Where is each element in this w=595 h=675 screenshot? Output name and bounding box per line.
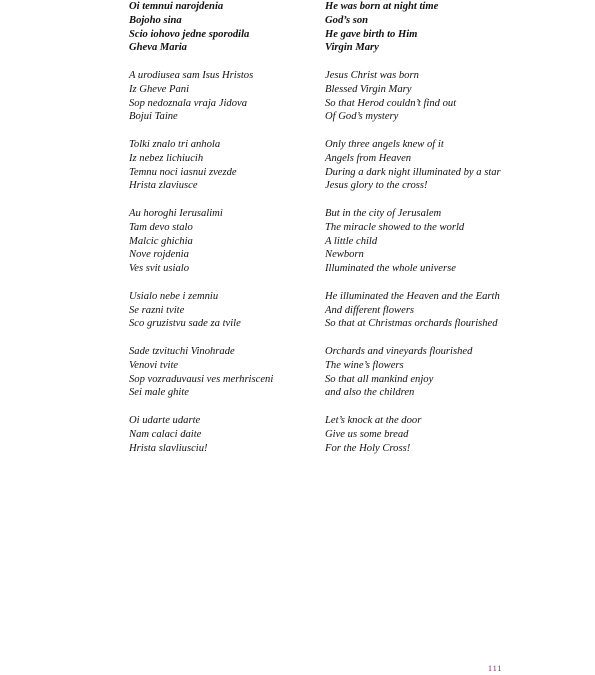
translation-verse-line: Of God’s mystery [325,111,399,123]
translation-stanza [325,69,585,124]
stanza-gap [129,331,319,345]
translation-verse-line: Newborn [325,249,364,261]
poem-translation-column [325,0,585,455]
translation-verse-line: Only three angels knew of it [325,138,444,150]
original-stanza [129,0,319,55]
translation-verse-line: and also the children [325,387,415,399]
translation-verse-line: Jesus glory to the cross! [325,180,428,192]
original-verse-line: Nam calaci daite [129,428,202,440]
original-verse-line: Sop vozraduvausi ves merhrisceni [129,373,274,385]
translation-verse-line: He gave birth to Him [325,28,418,40]
translation-verse-line: A little child [325,235,378,247]
original-verse-line: Se razni tvite [129,304,185,316]
original-verse-line: Ves svit usialo [129,263,190,275]
original-stanza [129,414,319,455]
translation-verse-line: Blessed Virgin Mary [325,83,412,95]
original-verse-line: Scio iohovo jedne sporodila [129,28,250,40]
original-verse-line: A urodiusea sam Isus Hristos [129,69,254,81]
original-verse-line: Tam devo stalo [129,221,193,233]
translation-verse-line: Angels from Heaven [325,152,412,164]
stanza-gap [325,124,585,138]
original-verse-line: Tolki znalo tri anhola [129,138,221,150]
translation-stanza [325,138,585,193]
translation-verse-line: Virgin Mary [325,42,379,54]
translation-verse-line: So that at Christmas orchards flourished [325,318,498,330]
original-verse-line: Hrista zlaviusce [129,180,198,192]
translation-verse-line: Jesus Christ was born [325,69,419,81]
original-verse-line: Sop nedoznala vraja Jidova [129,97,247,109]
stanza-gap [325,55,585,69]
stanza-gap [325,400,585,414]
translation-verse-line: But in the city of Jerusalem [325,207,442,219]
original-stanza [129,290,319,331]
original-verse-line: Nove rojdenia [129,249,189,261]
original-verse-line: Venovi tvite [129,359,179,371]
original-verse-line: Au horoghi Ierusalimi [129,207,223,219]
translation-verse-line: The miracle showed to the world [325,221,465,233]
page-number: 111 [488,664,503,673]
stanza-gap [129,124,319,138]
translation-verse-line: Let’s knock at the door [325,414,422,426]
translation-verse-line: He was born at night time [325,1,439,12]
original-stanza [129,138,319,193]
original-verse-line: Sei male ghite [129,387,190,399]
original-stanza [129,207,319,276]
translation-stanza [325,207,585,276]
translation-stanza [325,414,585,455]
translation-stanza [325,290,585,331]
original-verse-line: Bojui Taine [129,111,178,123]
original-verse-line: Oi temnui narojdenia [129,1,224,12]
translation-verse-line: Illuminated the whole universe [325,263,456,275]
original-verse-line: Iz nebez lichiucih [129,152,204,164]
original-verse-line: Bojoho sina [129,14,182,26]
original-verse-line: Malcic ghichia [129,235,193,247]
original-stanza [129,69,319,124]
translation-verse-line: And different flowers [325,304,415,316]
translation-verse-line: For the Holy Cross! [325,442,411,454]
original-verse-line: Oi udarte udarte [129,414,201,426]
original-verse-line: Usialo nebe i zemniu [129,290,219,302]
translation-verse-line: Give us some bread [325,428,409,440]
original-verse-line: Iz Gheve Pani [129,83,190,95]
original-stanza [129,345,319,400]
stanza-gap [325,276,585,290]
original-verse-line: Hrista slavliusciu! [129,442,208,454]
stanza-gap [325,331,585,345]
original-verse-line: Gheva Maria [129,42,187,54]
original-verse-line: Sco gruzistvu sade za tvile [129,318,241,330]
translation-verse-line: God’s son [325,14,369,26]
translation-stanza [325,0,585,55]
translation-verse-line: The wine’s flowers [325,359,404,371]
translation-stanza [325,345,585,400]
translation-verse-line: So that all mankind enjoy [325,373,434,385]
stanza-gap [129,55,319,69]
translation-verse-line: He illuminated the Heaven and the Earth [325,290,500,302]
original-verse-line: Sade tzvituchi Vinohrade [129,345,235,357]
stanza-gap [129,400,319,414]
poem-original-column [129,0,319,455]
stanza-gap [129,276,319,290]
translation-verse-line: So that Herod couldn’t find out [325,97,457,109]
translation-verse-line: Orchards and vineyards flourished [325,345,473,357]
stanza-gap [325,193,585,207]
original-verse-line: Temnu noci iasnui zvezde [129,166,237,178]
stanza-gap [129,193,319,207]
translation-verse-line: During a dark night illuminated by a star [325,166,501,178]
